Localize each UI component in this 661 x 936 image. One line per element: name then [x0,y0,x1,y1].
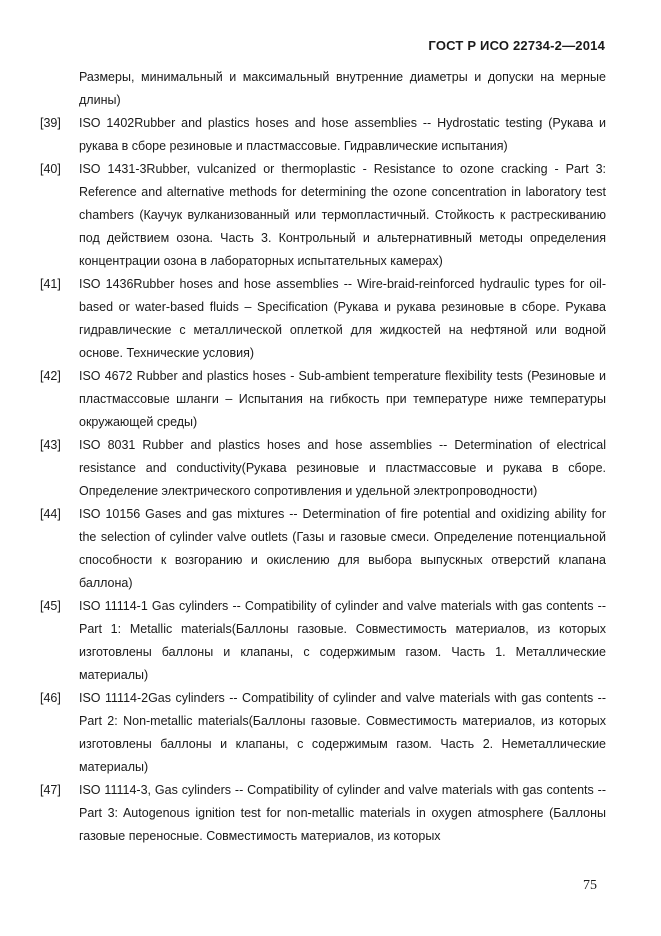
reference-number: [43] [40,438,61,452]
reference-text: ISO 10156 Gases and gas mixtures -- Determination of fire potential and oxidizing ability for the selection of cylinder valve outlets (Газы и газовые смеси. Определение потенциальной способности к возгоранию и окислению для выбора выпускных отверстий клапана баллона) [79,507,606,590]
reference-number: [41] [40,277,61,291]
reference-entry [40,112,606,158]
document-header: ГОСТ Р ИСО 22734-2—2014 [428,38,605,53]
reference-entry [40,503,606,595]
reference-text: ISO 1431-3Rubber, vulcanized or thermoplastic - Resistance to ozone cracking - Part 3: Reference and alternative methods for determining the ozone concentration in laboratory test chambers (Каучук вулканизованный или термопластичный. Стойкость к растрескиванию под действием озона. Часть 3. Контрольный и альтернативный методы определения концентрации озона в лабораторных испытательных камерах) [79,162,606,268]
reference-text: ISO 11114-2Gas cylinders -- Compatibility of cylinder and valve materials with gas contents -- Part 2: Non-metallic materials(Баллоны газовые. Совместимость материалов, из которых изготовлены баллоны и клапаны, с содержимым газом. Часть 2. Неметаллические материалы) [79,691,606,774]
reference-entry [40,66,606,112]
reference-entry [40,779,606,848]
reference-text: ISO 1436Rubber hoses and hose assemblies -- Wire-braid-reinforced hydraulic types for oil-based or water-based fluids – Specification (Рукава и рукава резиновые в сборе. Рукава гидравлические с металлической оплеткой для жидкостей на нефтяной или водной основе. Технические условия) [79,277,606,360]
reference-number: [47] [40,783,61,797]
reference-number: [40] [40,162,61,176]
reference-text: Размеры, минимальный и максимальный внутренние диаметры и допуски на мерные длины) [79,70,606,107]
reference-text: ISO 8031 Rubber and plastics hoses and hose assemblies -- Determination of electrical resistance and conductivity(Рукава резиновые и пластмассовые и рукава в сборе. Определение электрического сопротивления и удельной электропроводности) [79,438,606,498]
bibliography-list [40,66,606,848]
reference-text: ISO 1402Rubber and plastics hoses and hose assemblies -- Hydrostatic testing (Рукава и рукава в сборе резиновые и пластмассовые. Гидравлические испытания) [79,116,606,153]
reference-number: [44] [40,507,61,521]
reference-entry [40,365,606,434]
reference-number: [46] [40,691,61,705]
reference-entry [40,434,606,503]
reference-text: ISO 11114-3, Gas cylinders -- Compatibility of cylinder and valve materials with gas contents -- Part 3: Autogenous ignition test for non-metallic materials in oxygen atmosphere (Баллоны газовые переносные. Совместимость материалов, из которых [79,783,606,843]
page-number: 75 [583,878,597,893]
reference-entry [40,273,606,365]
reference-entry [40,595,606,687]
reference-text: ISO 4672 Rubber and plastics hoses - Sub-ambient temperature flexibility tests (Резиновые и пластмассовые шланги – Испытания на гибкость при температуре ниже температуры окружающей среды) [79,369,606,429]
reference-number: [45] [40,599,61,613]
reference-number: [42] [40,369,61,383]
reference-text: ISO 11114-1 Gas cylinders -- Compatibility of cylinder and valve materials with gas contents -- Part 1: Metallic materials(Баллоны газовые. Совместимость материалов, из которых изготовлены баллоны и клапаны, с содержимым газом. Часть 1. Металлические материалы) [79,599,606,682]
reference-entry [40,687,606,779]
reference-entry [40,158,606,273]
reference-number: [39] [40,116,61,130]
